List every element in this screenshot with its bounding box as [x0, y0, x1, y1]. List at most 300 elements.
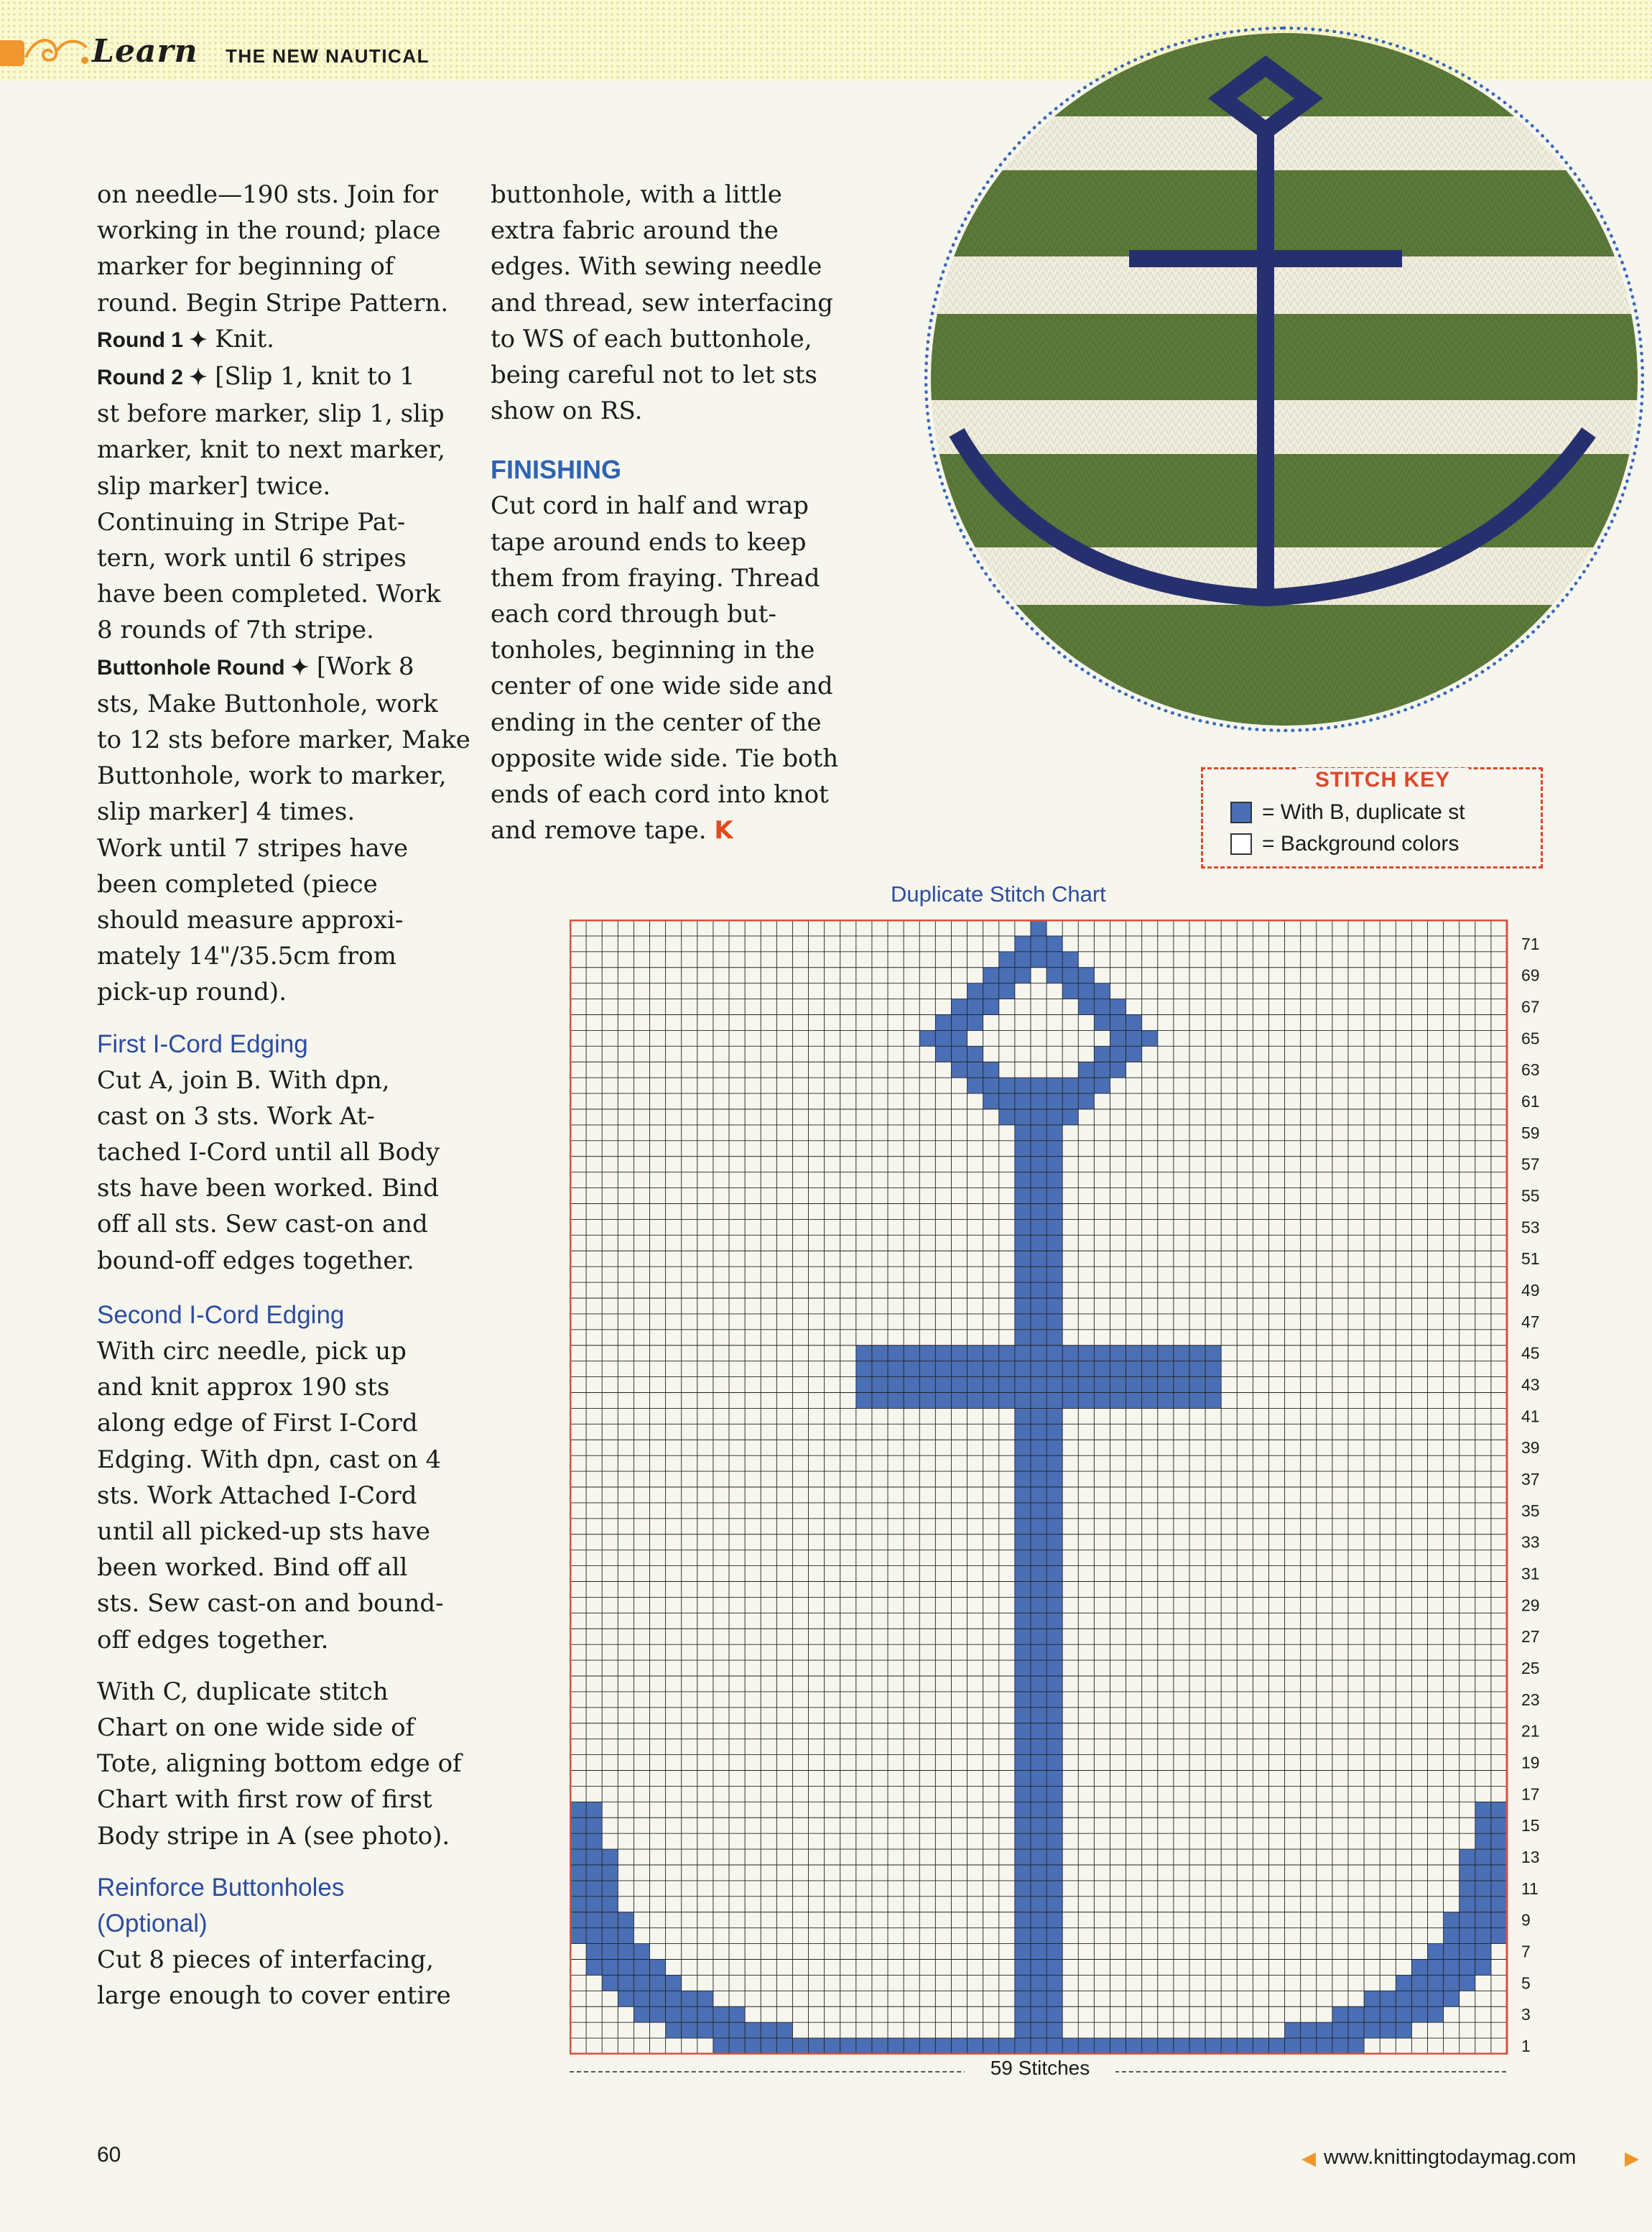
- chart-stitch-cell: [967, 1361, 983, 1377]
- paragraph: Continuing in Stripe Pat- tern, work until 6 stripes have been completed. Work 8 rounds of 7th stripe.: [97, 507, 441, 645]
- chart-stitch-cell: [1015, 936, 1031, 952]
- chart-stitch-cell: [999, 1361, 1015, 1377]
- paragraph: Work until 7 stripes have been completed (piece should measure approxi- mately 14"/35.5cm from pick-up round).: [97, 833, 409, 1007]
- chart-stitch-cell: [1460, 1881, 1475, 1897]
- chart-stitch-cell: [1460, 1928, 1475, 1944]
- chart-stitch-cell: [1444, 1960, 1460, 1976]
- chart-stitch-cell: [1015, 1897, 1031, 1912]
- chart-stitch-cell: [1015, 1188, 1031, 1204]
- chart-stitch-cell: [1031, 1503, 1047, 1519]
- chart-stitch-cell: [1031, 1440, 1047, 1455]
- chart-stitch-cell: [1031, 1109, 1047, 1125]
- chart-stitch-cell: [1142, 1377, 1158, 1393]
- chart-stitch-cell: [1015, 1361, 1031, 1377]
- chart-stitch-cell: [1031, 1125, 1047, 1141]
- chart-stitch-cell: [1047, 1991, 1062, 2006]
- chart-stitch-cell: [1047, 1219, 1062, 1235]
- chart-stitch-cell: [570, 1881, 586, 1897]
- chart-stitch-cell: [872, 1393, 888, 1409]
- chart-stitch-cell: [1078, 1346, 1094, 1361]
- chart-stitch-cell: [1015, 1251, 1031, 1267]
- chart-stitch-cell: [1015, 1960, 1031, 1976]
- chart-stitch-cell: [1158, 1361, 1174, 1377]
- chart-stitch-cell: [602, 1849, 618, 1865]
- chart-stitch-cell: [1205, 1361, 1221, 1377]
- chart-stitch-cell: [1015, 1786, 1031, 1802]
- chart-row-number: 57: [1521, 1154, 1540, 1174]
- chart-stitch-cell: [697, 2006, 713, 2022]
- chart-stitch-cell: [1174, 1393, 1189, 1409]
- chart-stitch-cell: [1031, 1786, 1047, 1802]
- chart-stitch-cell: [904, 1393, 919, 1409]
- paragraph: buttonhole, with a little extra fabric around the edges. With sewing needle and thread, sew interfacing to WS of each buttonhole, being careful not to let sts show on RS.: [491, 180, 834, 426]
- chart-stitch-cell: [1047, 1786, 1062, 1802]
- chart-stitch-cell: [1047, 1739, 1062, 1755]
- chart-stitch-cell: [935, 2038, 951, 2054]
- chart-stitch-cell: [1427, 1991, 1443, 2006]
- chart-row-number: 61: [1521, 1092, 1540, 1111]
- chart-stitch-cell: [1062, 968, 1078, 983]
- chart-stitch-cell: [634, 1944, 649, 1960]
- chart-stitch-cell: [1015, 1408, 1031, 1424]
- chart-stitch-cell: [1047, 1566, 1062, 1582]
- chart-stitch-cell: [888, 1393, 904, 1409]
- chart-stitch-cell: [586, 1865, 602, 1881]
- chart-stitch-cell: [1126, 1377, 1142, 1393]
- chart-stitch-cell: [1015, 1708, 1031, 1723]
- chart-stitch-cell: [1460, 1944, 1475, 1960]
- chart-stitch-cell: [1174, 1377, 1189, 1393]
- chart-stitch-cell: [1094, 1062, 1110, 1078]
- chart-stitch-cell: [872, 1361, 888, 1377]
- chart-stitch-cell: [792, 2038, 808, 2054]
- chart-stitch-cell: [1047, 1771, 1062, 1787]
- chart-stitch-cell: [1015, 1519, 1031, 1534]
- chart-stitch-cell: [983, 999, 999, 1015]
- chart-stitch-cell: [1031, 1078, 1047, 1093]
- chart-stitch-cell: [650, 2006, 666, 2022]
- chart-stitch-cell: [983, 1062, 999, 1078]
- paragraph: on needle—190 sts. Join for working in the round; place marker for beginning of round. Begin Stripe Pattern.: [97, 180, 449, 318]
- chart-stitch-cell: [1015, 1346, 1031, 1361]
- chart-stitch-cell: [634, 2006, 649, 2022]
- chart-stitch-cell: [1015, 1487, 1031, 1503]
- chart-stitch-cell: [1094, 1046, 1110, 1062]
- chart-row-number: 47: [1521, 1312, 1540, 1331]
- chart-stitch-cell: [1126, 2038, 1142, 2054]
- chart-stitch-cell: [1047, 1582, 1062, 1598]
- chart-stitch-cell: [1047, 1361, 1062, 1377]
- section-topic: THE NEW NAUTICAL: [226, 45, 430, 67]
- round-text: Knit.: [207, 324, 274, 353]
- footer-url[interactable]: www.knittingtodaymag.com: [1324, 2146, 1577, 2169]
- chart-row-number: 15: [1521, 1816, 1540, 1835]
- chart-stitch-cell: [1062, 1346, 1078, 1361]
- chart-stitch-cell: [1015, 1582, 1031, 1598]
- chart-stitch-cell: [1047, 1204, 1062, 1220]
- chart-stitch-cell: [761, 2038, 776, 2054]
- chart-stitch-cell: [1047, 2022, 1062, 2038]
- chart-stitch-cell: [745, 2038, 761, 2054]
- chart-row-number: 3: [1521, 2005, 1531, 2024]
- round-text: [Slip 1, knit to 1 st before marker, slip 1, slip marker, knit to next marker, slip marker] twice.: [97, 362, 445, 501]
- chart-stitch-cell: [1332, 2022, 1348, 2038]
- chart-stitch-cell: [951, 1030, 967, 1046]
- chart-stitch-cell: [999, 1109, 1015, 1125]
- chart-stitch-cell: [1031, 1314, 1047, 1330]
- chart-stitch-cell: [1110, 2038, 1126, 2054]
- chart-stitch-cell: [570, 1849, 586, 1865]
- chart-stitch-cell: [983, 2038, 999, 2054]
- key-swatch-blue: [1230, 802, 1252, 823]
- chart-stitch-cell: [1348, 2038, 1364, 2054]
- chart-stitch-cell: [1031, 1865, 1047, 1881]
- chart-stitch-cell: [1047, 1644, 1062, 1660]
- chart-stitch-cell: [1380, 2022, 1396, 2038]
- chart-stitch-cell: [570, 1912, 586, 1928]
- chart-stitch-cell: [634, 1991, 649, 2006]
- chart-stitch-cell: [1094, 1361, 1110, 1377]
- chart-stitch-cell: [1047, 1393, 1062, 1409]
- chart-stitch-cell: [586, 1881, 602, 1897]
- chart-stitch-cell: [1301, 2022, 1317, 2038]
- chart-stitch-cell: [1031, 1204, 1047, 1220]
- stitch-key-title: STITCH KEY: [1296, 768, 1469, 797]
- chart-stitch-cell: [1158, 1346, 1174, 1361]
- chart-stitch-cell: [1031, 1582, 1047, 1598]
- chart-stitch-cell: [888, 1346, 904, 1361]
- chart-stitch-cell: [999, 1346, 1015, 1361]
- chart-stitch-cell: [1031, 952, 1047, 968]
- chart-stitch-cell: [682, 2006, 697, 2022]
- chart-stitch-cell: [999, 952, 1015, 968]
- chart-stitch-cell: [1031, 1817, 1047, 1833]
- chart-stitch-cell: [1015, 1928, 1031, 1944]
- chart-stitch-cell: [1047, 1157, 1062, 1172]
- chart-row-number: 23: [1521, 1690, 1540, 1709]
- chart-stitch-cell: [1475, 1897, 1491, 1912]
- chart-stitch-cell: [729, 2006, 745, 2022]
- chart-stitch-cell: [586, 1928, 602, 1944]
- chart-stitch-cell: [1015, 1330, 1031, 1346]
- chart-stitch-cell: [1015, 1566, 1031, 1582]
- chart-stitch-cell: [1015, 1802, 1031, 1817]
- chart-stitch-cell: [586, 1802, 602, 1817]
- buttonhole-round-instruction: [97, 649, 470, 830]
- chart-stitch-cell: [1015, 1676, 1031, 1692]
- chart-stitch-cell: [1031, 1267, 1047, 1282]
- chart-stitch-cell: [1301, 2038, 1317, 2054]
- chart-stitch-cell: [1031, 1708, 1047, 1723]
- chart-row-number: 11: [1521, 1879, 1539, 1898]
- chart-stitch-cell: [1047, 1708, 1062, 1723]
- chart-stitch-cell: [1062, 952, 1078, 968]
- chart-stitch-cell: [967, 1393, 983, 1409]
- key-row-duplicate: [1230, 798, 1465, 827]
- chart-stitch-cell: [983, 1393, 999, 1409]
- stitch-count: [570, 2057, 1506, 2085]
- chart-stitch-cell: [951, 1346, 967, 1361]
- chart-row-number: 27: [1521, 1627, 1540, 1647]
- chart-stitch-cell: [1031, 1424, 1047, 1440]
- stitch-count-label: 59 Stitches: [965, 2057, 1115, 2080]
- chart-stitch-cell: [1047, 1141, 1062, 1157]
- round-2-instruction: [97, 358, 470, 504]
- chart-stitch-cell: [983, 1346, 999, 1361]
- chart-stitch-cell: [951, 1361, 967, 1377]
- chart-row-number: 51: [1521, 1249, 1540, 1269]
- chart-stitch-cell: [1062, 1093, 1078, 1109]
- chart-stitch-cell: [1047, 1298, 1062, 1314]
- chart-stitch-cell: [1015, 1424, 1031, 1440]
- chart-stitch-cell: [1094, 1393, 1110, 1409]
- header-tab: [0, 40, 24, 66]
- chart-stitch-cell: [1031, 1519, 1047, 1534]
- chart-stitch-cell: [999, 1393, 1015, 1409]
- chart-stitch-cell: [1031, 1235, 1047, 1251]
- chart-stitch-cell: [1047, 1928, 1062, 1944]
- chart-stitch-cell: [1491, 1849, 1507, 1865]
- chart-stitch-cell: [1015, 1093, 1031, 1109]
- chart-stitch-cell: [1396, 1975, 1411, 1991]
- chart-stitch-cell: [1015, 1141, 1031, 1157]
- chart-stitch-cell: [1253, 2038, 1268, 2054]
- chart-stitch-cell: [1078, 1093, 1094, 1109]
- chart-stitch-cell: [840, 2038, 856, 2054]
- chart-stitch-cell: [1031, 1944, 1047, 1960]
- chart-stitch-cell: [1460, 1865, 1475, 1881]
- chart-stitch-cell: [602, 1960, 618, 1976]
- chart-stitch-cell: [1015, 1503, 1031, 1519]
- chart-stitch-cell: [602, 1897, 618, 1912]
- chart-stitch-cell: [776, 2038, 792, 2054]
- chart-stitch-cell: [602, 1865, 618, 1881]
- chart-stitch-cell: [1047, 952, 1062, 968]
- chart-stitch-cell: [1189, 2038, 1205, 2054]
- chart-stitch-cell: [1380, 2006, 1396, 2022]
- chart-stitch-cell: [1047, 1172, 1062, 1188]
- chart-stitch-cell: [682, 2022, 697, 2038]
- chart-stitch-cell: [904, 1377, 919, 1393]
- chart-stitch-cell: [729, 2038, 745, 2054]
- chart-stitch-cell: [1444, 1944, 1460, 1960]
- chart-stitch-cell: [1031, 1644, 1047, 1660]
- chart-stitch-cell: [1078, 983, 1094, 999]
- chart-row-number: 53: [1521, 1218, 1540, 1237]
- chart-stitch-cell: [1047, 1660, 1062, 1676]
- chart-stitch-cell: [570, 1865, 586, 1881]
- chart-stitch-cell: [1031, 1377, 1047, 1393]
- chart-stitch-cell: [1427, 1944, 1443, 1960]
- chart-stitch-cell: [1015, 1172, 1031, 1188]
- paragraph: With C, duplicate stitch Chart on one wide side of Tote, aligning bottom edge of Chart with first row of first Body stripe in A (see photo).: [97, 1677, 462, 1851]
- chart-stitch-cell: [1015, 1975, 1031, 1991]
- chart-stitch-cell: [1015, 1991, 1031, 2006]
- chart-stitch-cell: [935, 1346, 951, 1361]
- chart-stitch-cell: [1047, 1282, 1062, 1298]
- chart-stitch-cell: [1094, 999, 1110, 1015]
- chart-stitch-cell: [872, 2038, 888, 2054]
- chart-stitch-cell: [570, 1833, 586, 1849]
- chart-stitch-cell: [1126, 1046, 1142, 1062]
- chart-row-number: 25: [1521, 1659, 1540, 1678]
- paragraph: Cut 8 pieces of interfacing, large enough to cover entire: [97, 1945, 451, 2010]
- chart-stitch-cell: [602, 1912, 618, 1928]
- chart-row-number: 35: [1521, 1501, 1540, 1520]
- chart-stitch-cell: [1031, 1676, 1047, 1692]
- chart-stitch-cell: [1268, 2038, 1284, 2054]
- chart-stitch-cell: [618, 1975, 634, 1991]
- chart-stitch-cell: [1047, 1897, 1062, 1912]
- chart-stitch-cell: [1031, 920, 1047, 936]
- chart-stitch-cell: [1031, 1739, 1047, 1755]
- chart-stitch-cell: [1031, 1755, 1047, 1771]
- chart-stitch-cell: [951, 2038, 967, 2054]
- chart-stitch-cell: [935, 1030, 951, 1046]
- chart-stitch-cell: [602, 1881, 618, 1897]
- chart-stitch-cell: [1475, 1944, 1491, 1960]
- chart-stitch-cell: [967, 1346, 983, 1361]
- chart-stitch-cell: [1015, 2038, 1031, 2054]
- chart-stitch-cell: [856, 2038, 872, 2054]
- chart-stitch-cell: [1031, 1928, 1047, 1944]
- chart-stitch-cell: [983, 1093, 999, 1109]
- chart-stitch-cell: [1031, 1172, 1047, 1188]
- chart-stitch-cell: [919, 1377, 935, 1393]
- chart-stitch-cell: [1031, 1361, 1047, 1377]
- chart-stitch-cell: [1491, 1817, 1507, 1833]
- chart-stitch-cell: [967, 999, 983, 1015]
- chart-stitch-cell: [983, 1361, 999, 1377]
- first-icord-heading: First I-Cord Edging: [97, 1029, 308, 1058]
- chart-stitch-cell: [1015, 1534, 1031, 1550]
- chart-stitch-cell: [586, 1960, 602, 1976]
- paragraph: Cut A, join B. With dpn, cast on 3 sts. Work At- tached I-Cord until all Body sts have been worked. Bind off all sts. Sew cast-on and bound-off edges together.: [97, 1065, 440, 1275]
- chart-stitch-cell: [1031, 1566, 1047, 1582]
- chart-stitch-cell: [983, 1377, 999, 1393]
- chart-stitch-cell: [1062, 1361, 1078, 1377]
- chart-row-number: 9: [1521, 1910, 1531, 1930]
- chart-stitch-cell: [1285, 2022, 1301, 2038]
- chart-stitch-cell: [1475, 1865, 1491, 1881]
- chart-row-number: 67: [1521, 997, 1540, 1017]
- chart-stitch-cell: [570, 1817, 586, 1833]
- chart-stitch-cell: [951, 1377, 967, 1393]
- key-row-background: [1230, 830, 1459, 858]
- chart-stitch-cell: [1110, 1030, 1126, 1046]
- chart-stitch-cell: [1460, 1960, 1475, 1976]
- duplicate-stitch-chart: [570, 920, 1561, 2055]
- chart-stitch-cell: [1094, 1015, 1110, 1031]
- chart-row-number: 19: [1521, 1753, 1540, 1772]
- chart-stitch-cell: [1317, 2022, 1332, 2038]
- chart-stitch-cell: [1047, 1692, 1062, 1708]
- chart-stitch-cell: [1047, 1613, 1062, 1629]
- chart-stitch-cell: [713, 2022, 729, 2038]
- chart-stitch-cell: [1062, 1393, 1078, 1409]
- chart-stitch-cell: [1205, 1393, 1221, 1409]
- chart-stitch-cell: [1015, 1125, 1031, 1141]
- chart-stitch-cell: [919, 1346, 935, 1361]
- chart-stitch-cell: [967, 2038, 983, 2054]
- arrow-left-icon: ◀: [1301, 2148, 1316, 2170]
- tote-photo: [924, 27, 1644, 732]
- chart-stitch-cell: [586, 1912, 602, 1928]
- chart-stitch-cell: [1031, 936, 1047, 952]
- chart-stitch-cell: [1142, 1030, 1158, 1046]
- chart-row-number: 33: [1521, 1532, 1540, 1552]
- chart-stitch-cell: [1047, 1471, 1062, 1487]
- chart-stitch-cell: [1411, 1960, 1427, 1976]
- chart-stitch-cell: [904, 1346, 919, 1361]
- chart-stitch-cell: [1031, 1849, 1047, 1865]
- chart-stitch-cell: [1491, 1912, 1507, 1928]
- chart-stitch-cell: [666, 1991, 682, 2006]
- chart-stitch-cell: [1015, 1235, 1031, 1251]
- chart-stitch-cell: [1031, 2038, 1047, 2054]
- chart-stitch-cell: [761, 2022, 776, 2038]
- chart-stitch-cell: [666, 2006, 682, 2022]
- chart-stitch-cell: [1015, 1629, 1031, 1644]
- chart-stitch-cell: [1047, 1944, 1062, 1960]
- chart-stitch-cell: [935, 1046, 951, 1062]
- chart-stitch-cell: [1015, 1660, 1031, 1676]
- chart-stitch-cell: [1015, 1644, 1031, 1660]
- second-icord-heading: Second I-Cord Edging: [97, 1300, 345, 1329]
- chart-stitch-cell: [1332, 2038, 1348, 2054]
- chart-stitch-cell: [1015, 1944, 1031, 1960]
- chart-stitch-cell: [1031, 1487, 1047, 1503]
- chart-row-number: 45: [1521, 1343, 1540, 1363]
- chart-stitch-cell: [1031, 1330, 1047, 1346]
- chart-stitch-cell: [1015, 1455, 1031, 1471]
- chart-stitch-cell: [1142, 1393, 1158, 1409]
- chart-row-numbers: [1521, 935, 1540, 2055]
- chart-stitch-cell: [1411, 1991, 1427, 2006]
- chart-stitch-cell: [1031, 1912, 1047, 1928]
- chart-stitch-cell: [1047, 1330, 1062, 1346]
- chart-stitch-cell: [634, 1975, 649, 1991]
- chart-stitch-cell: [1491, 1865, 1507, 1881]
- chart-stitch-cell: [1031, 2006, 1047, 2022]
- key-label: = Background colors: [1262, 832, 1460, 856]
- chart-stitch-cell: [1015, 1298, 1031, 1314]
- chart-stitch-cell: [1047, 1251, 1062, 1267]
- chart-stitch-cell: [1015, 1817, 1031, 1833]
- chart-stitch-cell: [919, 1030, 935, 1046]
- chart-stitch-cell: [1047, 1550, 1062, 1566]
- chart-stitch-cell: [1047, 1802, 1062, 1817]
- chart-stitch-cell: [1475, 1881, 1491, 1897]
- chart-stitch-cell: [1332, 2006, 1348, 2022]
- chart-stitch-cell: [1427, 2006, 1443, 2022]
- chart-stitch-cell: [586, 1849, 602, 1865]
- chart-stitch-cell: [1094, 2038, 1110, 2054]
- chart-stitch-cell: [1475, 1802, 1491, 1817]
- round-text: [Work 8 sts, Make Buttonhole, work to 12 sts before marker, Make Buttonhole, work to marker, slip marker] 4 times.: [97, 652, 470, 827]
- chart-stitch-cell: [1142, 1361, 1158, 1377]
- chart-stitch-cell: [1427, 1975, 1443, 1991]
- chart-stitch-cell: [1015, 1912, 1031, 1928]
- chart-stitch-cell: [951, 1046, 967, 1062]
- chart-stitch-cell: [1364, 1991, 1380, 2006]
- chart-stitch-cell: [1126, 1015, 1142, 1031]
- chart-stitch-cell: [1189, 1377, 1205, 1393]
- chart-stitch-cell: [856, 1361, 872, 1377]
- chart-stitch-cell: [856, 1393, 872, 1409]
- chart-stitch-cell: [1047, 1109, 1062, 1125]
- chart-stitch-cell: [1015, 1723, 1031, 1739]
